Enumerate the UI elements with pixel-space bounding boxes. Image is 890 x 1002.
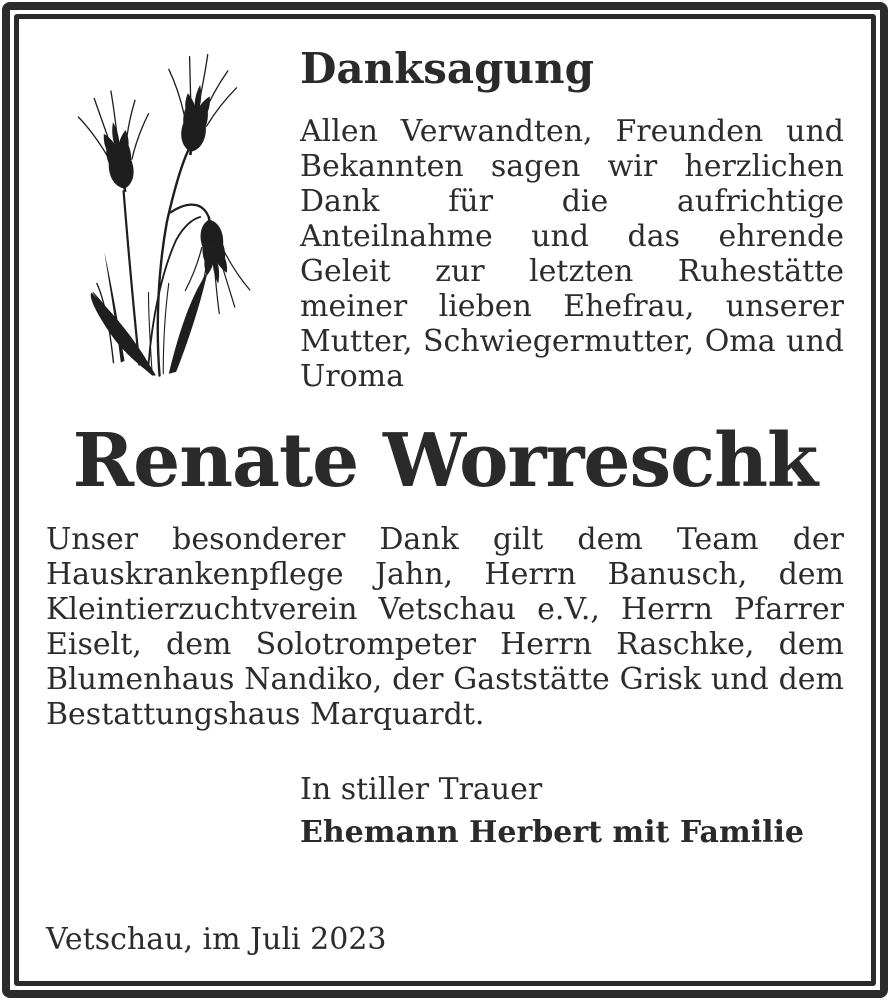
deceased-name-wrap (46, 418, 844, 505)
memorial-card-frame (2, 2, 888, 998)
wheat-stalks-illustration (46, 45, 300, 394)
closing-line: In stiller Trauer (300, 771, 543, 807)
header-section (46, 45, 844, 394)
intro-paragraph: Allen Verwandten, Freunden und Bekannten sagen wir herzlichen Dank für die aufrichtige Anteilnahme und das ehrende Geleit zur letzten Ruhestätte meiner lieben Ehefrau, unserer Mutter, Schwiegermutter, Oma und Uroma (300, 114, 844, 395)
closing-block (300, 772, 844, 850)
place-date-line: Vetschau, im Juli 2023 (46, 922, 387, 957)
wheat-stalks-icon (60, 51, 272, 383)
notice-title: Danksagung (300, 44, 594, 93)
header-text-column (300, 45, 844, 394)
memorial-card (14, 14, 876, 986)
thanks-paragraph: Unser besonderer Dank gilt dem Team der Hauskrankenpflege Jahn, Herrn Banusch, dem Kleintierzuchtverein Vetschau e.V., Herrn Pfarrer Eiselt, dem Solotrompeter Herrn Raschke, dem Blumenhaus Nandiko, der Gaststätte Grisk und dem Bestattungshaus Marquardt. (46, 521, 844, 732)
deceased-name: Renate Worreschk (72, 418, 818, 505)
mourners-line: Ehemann Herbert mit Familie (300, 814, 804, 850)
